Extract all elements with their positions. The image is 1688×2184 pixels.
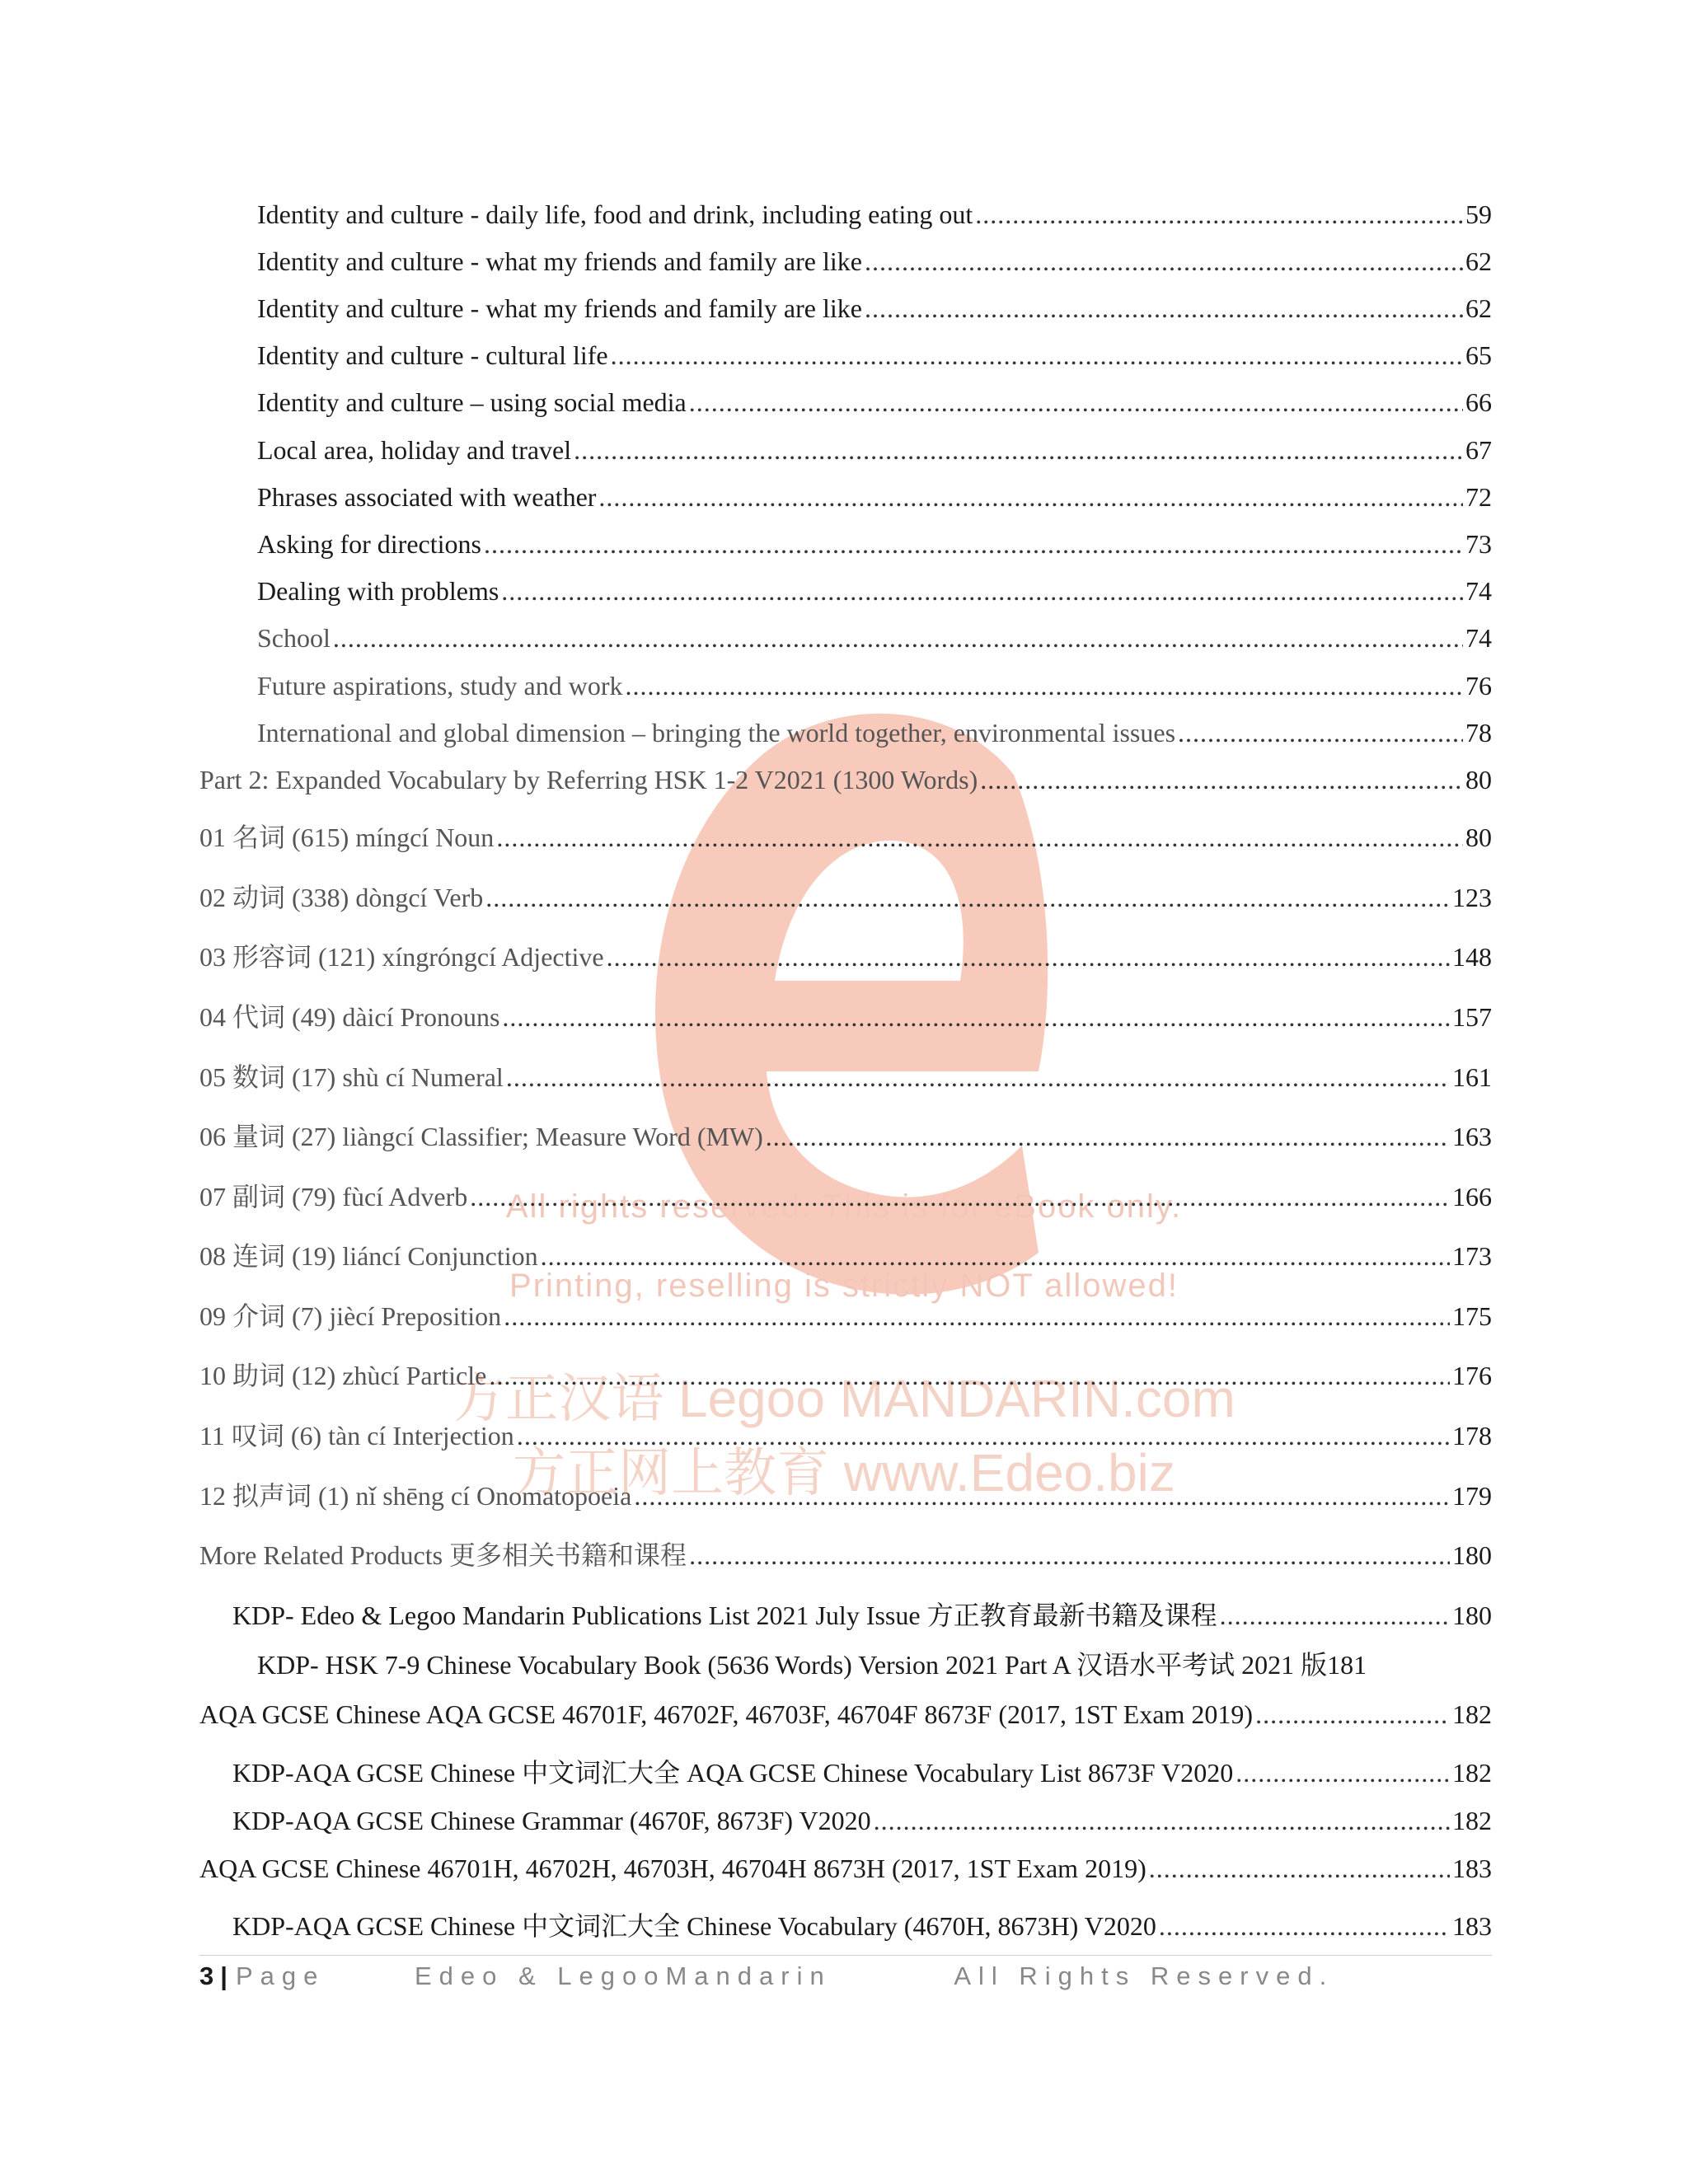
toc-entry[interactable]: 08 连词 (19) liáncí Conjunction ..... 173: [199, 1240, 1492, 1272]
footer-page-word: Page: [235, 1961, 326, 1990]
toc-entry[interactable]: KDP- Edeo & Legoo Mandarin Publications List 2021 July Issue 方正教育最新书籍及课程 ..... 180: [232, 1599, 1492, 1632]
toc-entry[interactable]: 03 形容词 (121) xíngróngcí Adjective ..... 148: [199, 940, 1492, 973]
toc-entry[interactable]: Identity and culture - what my friends and family are like ..... 62: [257, 292, 1492, 325]
footer-divider: [199, 1955, 1492, 1956]
footer-publisher: Edeo & LegooMandarin: [414, 1961, 832, 1990]
watermark-line-1: All rights reserved. This is for eBook only.: [505, 1188, 1183, 1225]
toc-entry[interactable]: KDP-AQA GCSE Chinese 中文词汇大全 AQA GCSE Chinese Vocabulary List 8673F V2020 ..... 182: [232, 1756, 1492, 1789]
toc-entry[interactable]: Asking for directions ..... 73: [257, 527, 1492, 560]
toc-entry[interactable]: 09 介词 (7) jiècí Preposition ..... 175: [199, 1300, 1492, 1333]
footer-rights: All Rights Reserved.: [954, 1961, 1334, 1990]
toc-entry[interactable]: 02 动词 (338) dòngcí Verb ..... 123: [199, 881, 1492, 914]
toc-section-heading[interactable]: AQA GCSE Chinese AQA GCSE 46701F, 46702F, 46703F, 46704F 8673F (2017, 1ST Exam 2019) ..... 182: [199, 1698, 1492, 1731]
toc-section-heading[interactable]: More Related Products 更多相关书籍和课程 ..... 180: [199, 1539, 1492, 1572]
toc-entry[interactable]: 07 副词 (79) fùcí Adverb ..... 166: [199, 1180, 1492, 1213]
toc-section-heading[interactable]: AQA GCSE Chinese 46701H, 46702H, 46703H, 46704H 8673H (2017, 1ST Exam 2019) ..... 183: [199, 1852, 1492, 1885]
toc-entry[interactable]: Identity and culture – using social media ..... 66: [257, 386, 1492, 419]
toc-entry[interactable]: 05 数词 (17) shù cí Numeral ..... 161: [199, 1061, 1492, 1094]
toc-section-heading[interactable]: Part 2: Expanded Vocabulary by Referring HSK 1-2 V2021 (1300 Words) ..... 80: [199, 763, 1492, 796]
toc-entry[interactable]: 10 助词 (12) zhùcí Particle ..... 176: [199, 1359, 1492, 1392]
toc-entry[interactable]: 11 叹词 (6) tàn cí Interjection ..... 178: [199, 1419, 1492, 1452]
watermark-line-2: Printing, reselling is strictly NOT allowed!: [509, 1268, 1179, 1304]
toc-entry[interactable]: Identity and culture - what my friends and family are like ..... 62: [257, 245, 1492, 278]
toc-entry[interactable]: Dealing with problems ..... 74: [257, 574, 1492, 607]
toc-entry[interactable]: Identity and culture - daily life, food and drink, including eating out ..... 59: [257, 198, 1492, 231]
page-number: 3: [199, 1961, 214, 1990]
toc-entry[interactable]: KDP-AQA GCSE Chinese Grammar (4670F, 8673F) V2020 ..... 182: [232, 1804, 1492, 1837]
toc-entry[interactable]: Phrases associated with weather ..... 72: [257, 480, 1492, 513]
toc-entry[interactable]: KDP- HSK 7-9 Chinese Vocabulary Book (5636 Words) Version 2021 Part A 汉语水平考试 2021 版 181: [257, 1650, 1367, 1680]
toc-entry[interactable]: 12 拟声词 (1) nǐ shēng cí Onomatopoeia ..... 179: [199, 1479, 1492, 1512]
watermark-brand-1: 方正汉语 Legoo MANDARIN.com: [452, 1369, 1236, 1428]
toc-entry[interactable]: Identity and culture - cultural life ..... 65: [257, 339, 1492, 372]
toc-entry[interactable]: International and global dimension – bringing the world together, environmental issues ..... 78: [257, 716, 1492, 749]
toc-entry[interactable]: School ..... 74: [257, 621, 1492, 654]
toc-entry[interactable]: 04 代词 (49) dàicí Pronouns ..... 157: [199, 1001, 1492, 1033]
toc-entry[interactable]: 06 量词 (27) liàngcí Classifier; Measure Word (MW) ..... 163: [199, 1120, 1492, 1153]
toc-entry[interactable]: 01 名词 (615) míngcí Noun ..... 80: [199, 821, 1492, 854]
toc-entry[interactable]: Local area, holiday and travel ..... 67: [257, 434, 1492, 466]
toc-entry[interactable]: KDP-AQA GCSE Chinese 中文词汇大全 Chinese Vocabulary (4670H, 8673H) V2020 ..... 183: [232, 1910, 1492, 1943]
footer-separator: |: [220, 1961, 227, 1990]
watermark-brand-2: 方正网上教育 www.Edeo.biz: [513, 1443, 1175, 1502]
page-footer: [199, 1961, 1334, 1994]
toc-entry[interactable]: Future aspirations, study and work ..... 76: [257, 669, 1492, 702]
